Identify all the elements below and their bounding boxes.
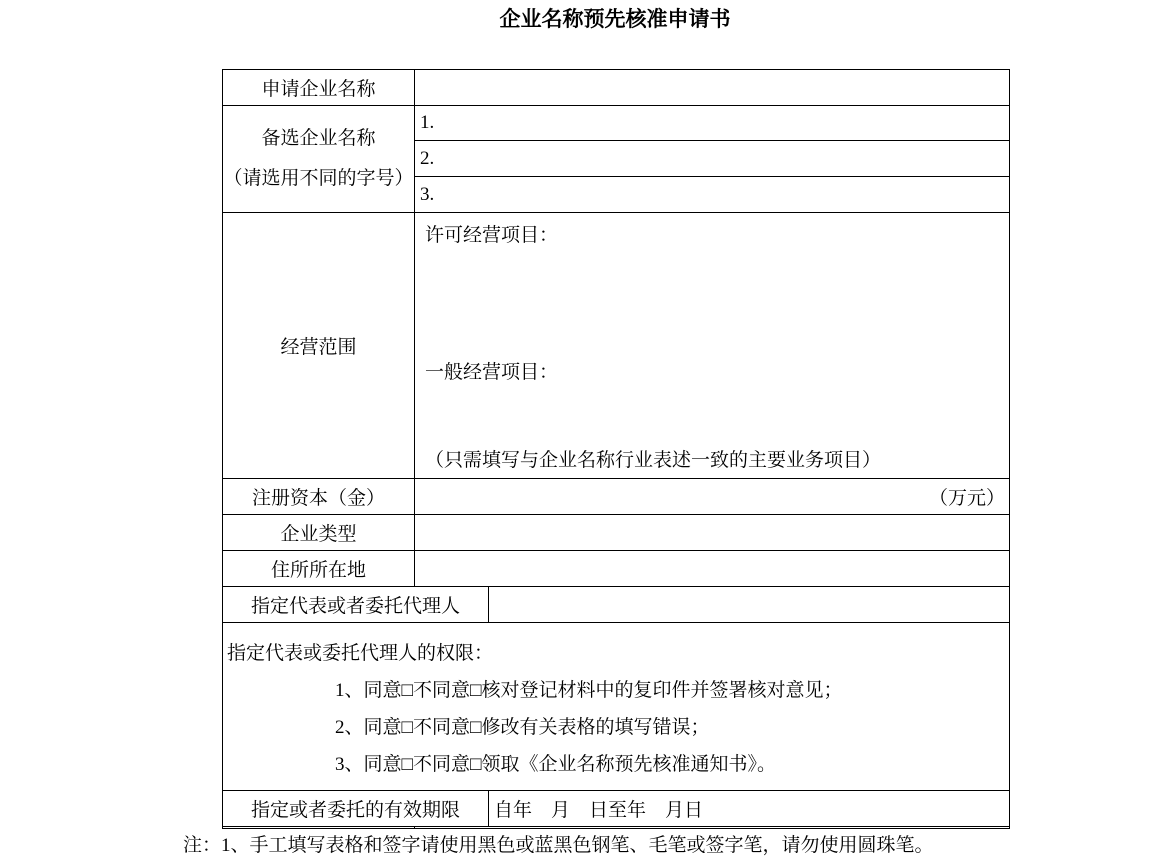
alt-name-label-line2: （请选用不同的字号） (223, 168, 414, 189)
applied-name-input-cell (415, 70, 1010, 106)
alt-name-input-cell-2: 2. (415, 141, 1010, 177)
address-input-cell (415, 551, 1010, 587)
page-title: 企业名称预先核准申请书 (499, 7, 731, 31)
business-scope-label: 经营范围 (223, 213, 415, 479)
representative-label: 指定代表或者委托代理人 (223, 587, 489, 623)
general-items-label: 一般经营项目： (425, 362, 559, 383)
footnote: 注：1、手工填写表格和签字请使用黑色或蓝黑色钢笔、毛笔或签字笔，请勿使用圆珠笔。 (183, 835, 934, 856)
stub-cell-label (223, 827, 415, 829)
row-validity (223, 791, 1010, 827)
authority-header: 指定代表或委托代理人的权限： (227, 643, 494, 664)
row-registered-capital (223, 479, 1010, 515)
validity-label: 指定或者委托的有效期限 (223, 791, 489, 827)
application-form-table (222, 69, 1010, 829)
table-bottom-stub-row (223, 827, 1010, 829)
row-authority (223, 623, 1010, 791)
alt-name-label (223, 106, 415, 213)
row-alt-name-1 (223, 106, 1010, 141)
registered-capital-label: 注册资本（金） (223, 479, 415, 515)
row-address (223, 551, 1010, 587)
authority-item-1: 1、同意□不同意□核对登记材料中的复印件并签署核对意见； (335, 680, 843, 701)
licensed-items-label: 许可经营项目： (425, 225, 559, 246)
alt-name-input-cell-1: 1. (415, 106, 1010, 141)
alt-name-input-cell-3: 3. (415, 177, 1010, 213)
address-label: 住所所在地 (223, 551, 415, 587)
capital-unit-label: （万元） (928, 488, 1005, 509)
row-enterprise-type (223, 515, 1010, 551)
representative-input-cell (489, 587, 1010, 623)
alt-name-label-line1: 备选企业名称 (261, 128, 376, 149)
row-business-scope (223, 213, 1010, 479)
authority-block (223, 623, 1010, 791)
business-scope-hint: （只需填写与企业名称行业表述一致的主要业务项目） (425, 450, 882, 471)
registered-capital-input-cell (415, 479, 1010, 515)
stub-cell-value (415, 827, 1010, 829)
validity-input-cell: 自年 月 日至年 月日 (489, 791, 1010, 827)
authority-item-2: 2、同意□不同意□修改有关表格的填写错误； (335, 717, 710, 738)
authority-item-3: 3、同意□不同意□领取《企业名称预先核准通知书》。 (335, 754, 776, 775)
enterprise-type-input-cell (415, 515, 1010, 551)
row-applied-name (223, 70, 1010, 106)
row-representative (223, 587, 1010, 623)
business-scope-input-cell (415, 213, 1010, 479)
enterprise-type-label: 企业类型 (223, 515, 415, 551)
applied-name-label: 申请企业名称 (223, 70, 415, 106)
